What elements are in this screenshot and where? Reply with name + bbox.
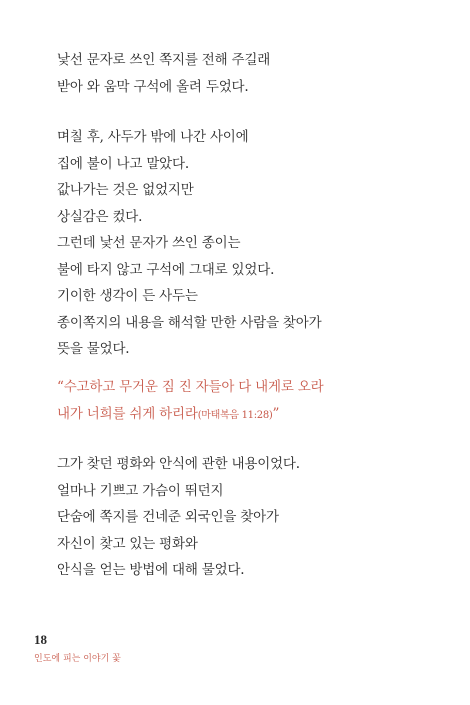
quote-text: 내가 너희를 쉬게 하리라 <box>57 405 198 422</box>
text-line: 자신이 찾고 있는 평화와 <box>57 535 198 552</box>
text-line: 얼마나 기쁘고 가슴이 뛰던지 <box>57 482 224 499</box>
running-footer-title: 인도에 피는 이야기 꽃 <box>34 654 121 664</box>
text-line: 기이한 생각이 든 사두는 <box>57 288 198 304</box>
text-line: 며칠 후, 사두가 밖에 나간 사이에 <box>57 129 249 145</box>
text-line: 종이쪽지의 내용을 해석할 만한 사람을 찾아가 <box>57 314 322 331</box>
paragraph-3 <box>57 451 447 584</box>
text-line: 안식을 얻는 방법에 대해 물었다. <box>57 562 245 578</box>
paragraph-1 <box>57 47 447 100</box>
text-line: 값나가는 것은 없었지만 <box>57 182 194 198</box>
text-line: 그런데 낯선 문자가 쓰인 종이는 <box>57 235 241 251</box>
page-number: 18 <box>34 632 47 647</box>
paragraph-2 <box>57 124 447 363</box>
text-line: 단숨에 쪽지를 건네준 외국인을 찾아가 <box>57 509 279 525</box>
scripture-reference: (마태복음 11:28) <box>197 409 273 421</box>
text-line: 불에 타지 않고 구석에 그대로 있었다. <box>57 261 275 278</box>
text-line: 뜻을 물었다. <box>57 341 130 357</box>
text-line: 집에 불이 나고 말았다. <box>57 155 189 172</box>
text-line: 받아 와 움막 구석에 올려 두었다. <box>57 78 249 95</box>
bible-quote <box>57 374 447 429</box>
text-line: 낯선 문자로 쓰인 쪽지를 전해 주길래 <box>57 52 271 68</box>
quote-line-1: “수고하고 무거운 짐 진 자들아 다 내게로 오라 <box>57 379 324 395</box>
text-line: 그가 찾던 평화와 안식에 관한 내용이었다. <box>57 456 300 472</box>
closing-quote-mark: ” <box>272 405 280 422</box>
text-line: 상실감은 컸다. <box>57 208 143 225</box>
quote-line-2 <box>57 401 447 430</box>
